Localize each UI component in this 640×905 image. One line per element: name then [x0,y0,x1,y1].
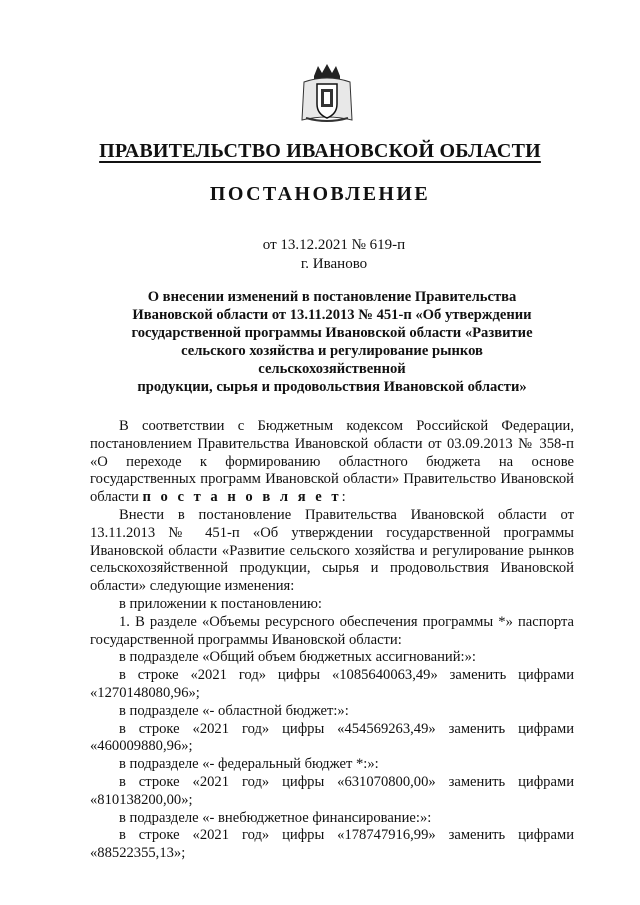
document-body [90,418,574,863]
title-line: сельского хозяйства и регулирование рынков сельскохозяйственной [181,343,483,377]
issuer-heading [0,140,640,163]
coat-of-arms-emblem [300,62,354,124]
paragraph: в строке «2021 год» цифры «178747916,99» заменить цифрами «88522355,13»; [90,827,574,862]
title-line: Ивановской области от 13.11.2013 № 451-п «Об утверждении [132,307,532,323]
paragraph: в подразделе «Общий объем бюджетных ассигнований:»: [119,649,476,666]
paragraph: в строке «2021 год» цифры «454569263,49» заменить цифрами «460009880,96»; [90,720,574,755]
paragraph: в подразделе «- областной бюджет:»: [119,702,349,719]
city: г. Иваново [300,256,368,272]
paragraph: в подразделе «- федеральный бюджет *:»: [119,756,379,773]
issuer-name: ПРАВИТЕЛЬСТВО ИВАНОВСКОЙ ОБЛАСТИ [99,140,541,162]
paragraph: в строке «2021 год» цифры «1085640063,49» заменить цифрами «1270148080,96»; [90,667,574,701]
preamble-paragraph [90,418,574,507]
title-line: О внесении изменений в постановление Правительства [147,289,517,305]
resolves-colon: : [341,489,346,506]
paragraph: Внести в постановление Правительства Ивановской области от 13.11.2013 № 451-п «Об утверждении государственной программы Ивановской области «Развитие сельского хозяйства и регулирование рынков сельскохозяйственной продукции, сырья и продовольствия Ивановской области» следующие изменения: [90,506,574,595]
date-and-number: от 13.12.2021 № 619-п [262,237,406,253]
paragraph: в подразделе «- внебюджетное финансирование:»: [119,809,432,826]
title-line: государственной программы Ивановской области «Развитие [131,325,533,341]
document-type: ПОСТАНОВЛЕНИЕ [209,183,431,205]
resolves-word: п о с т а н о в л я е т [142,489,342,506]
document-title [110,288,554,396]
title-line: продукции, сырья и продовольствия Ивановской области» [137,379,527,395]
preamble-text: В соответствии с Бюджетным кодексом Российской Федерации, постановлением Правительства Ивановской области от 03.09.2013 № 358-п «О переходе к формированию областного бюджета на основе государственных программ Ивановской области» Правительство Ивановской области [90,418,574,506]
paragraph: 1. В разделе «Объемы ресурсного обеспечения программы *» паспорта государственной программы Ивановской области: [90,613,574,648]
paragraph: в строке «2021 год» цифры «631070800,00» заменить цифрами «810138200,00»; [90,773,574,808]
paragraph: в приложении к постановлению: [119,595,322,612]
